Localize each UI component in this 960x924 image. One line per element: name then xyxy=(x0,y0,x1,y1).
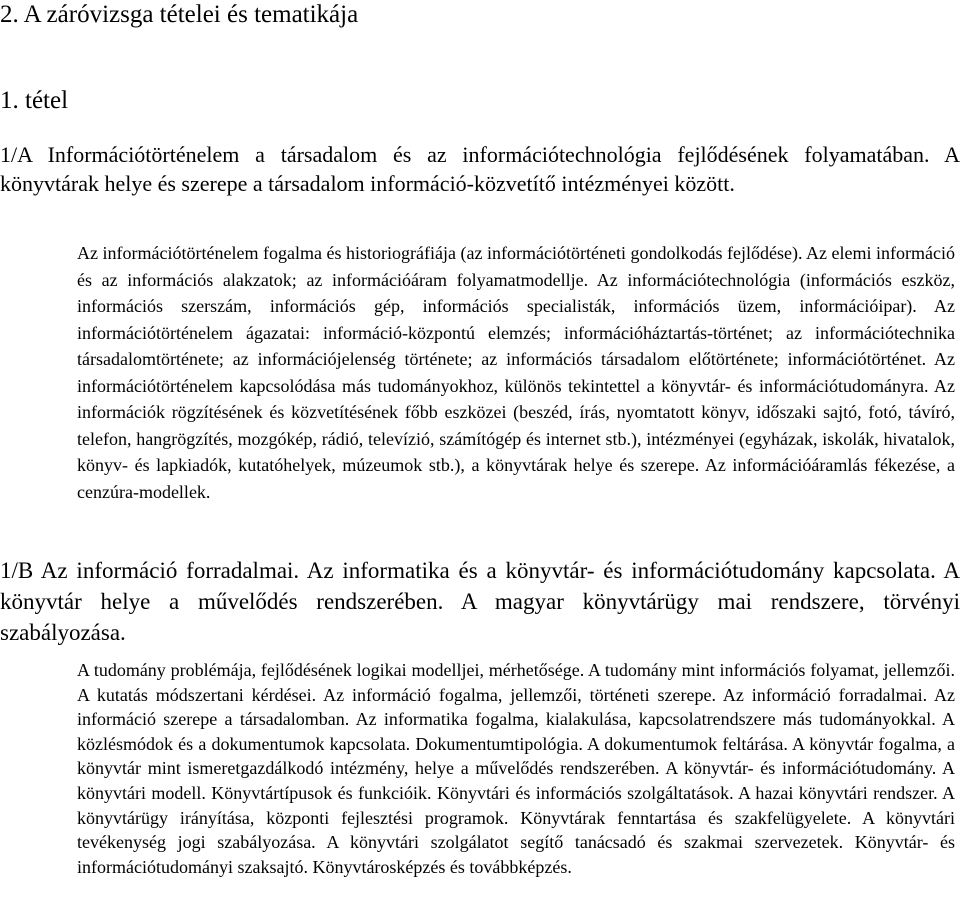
topic-a-body: Az információtörténelem fogalma és historiográfiája (az információtörténeti gondolkodás fejlődése). Az elemi információ és az információs alakzatok; az információáram folyamatmodellje. Az információtechnológia (információs eszköz, információs szerszám, információs gép, információs specialisták, információs üzem, információipar). Az információtörténelem ágazatai: információ-központú elemzés; információháztartás-történet; az információtechnika társadalomtörténete; az információjelenség története; az információs társadalom előtörténete; információtörténet. Az információtörténelem kapcsolódása más tudományokhoz, különös tekintettel a könyvtár- és információtudományra. Az információk rögzítésének és közvetítésének főbb eszközei (beszéd, írás, nyomtatott könyv, időszaki sajtó, fotó, távíró, telefon, hangrögzítés, mozgókép, rádió, televízió, számítógép és internet stb.), intézményei (egyházak, iskolák, hivatalok, könyv- és lapkiadók, kutatóhelyek, múzeumok stb.), a könyvtárak helye és szerepe. Az információáramlás fékezése, a cenzúra-modellek. xyxy=(77,243,955,502)
section-heading: 2. A záróvizsga tételei és tematikája xyxy=(0,1,359,28)
exam-item-heading: 1. tétel xyxy=(0,87,69,114)
topic-b-title: 1/B Az információ forradalmai. Az informatika és a könyvtár- és információtudomány kapcsolata. A könyvtár helye a művelődés rendszerében. A magyar könyvtárügy mai rendszere, törvényi szabályozása. xyxy=(0,558,960,645)
topic-b-body: A tudomány problémája, fejlődésének logikai modelljei, mérhetősége. A tudomány mint információs folyamat, jellemzői. A kutatás módszertani kérdései. Az információ fogalma, jellemzői, történeti szerepe. Az információ forradalmai. Az információ szerepe a társadalomban. Az informatika fogalma, kialakulása, kapcsolatrendszere más tudományokkal. A közlésmódok és a dokumentumok kapcsolata. Dokumentumtipológia. A dokumentumok feltárása. A könyvtár fogalma, a könyvtár mint ismeretgazdálkodó intézmény, helye a művelődés rendszerében. A könyvtár- és információtudomány. A könyvtári modell. Könyvtártípusok és funkcióik. Könyvtári és információs szolgáltatások. A hazai könyvtári rendszer. A könyvtárügy irányítása, központi fejlesztési programok. Könyvtárak fenntartása és szakfelügyelete. A könyvtári tevékenység jogi szabályozása. A könyvtári szolgálatot segítő tanácsadó és szakmai szervezetek. Könyvtár- és információtudományi szaksajtó. Könyvtárosképzés és továbbképzés. xyxy=(77,660,955,877)
topic-a-title: 1/A Információtörténelem a társadalom és az információtechnológia fejlődésének folyamatában. A könyvtárak helye és szerepe a társadalom információ-közvetítő intézményei között. xyxy=(0,142,960,196)
